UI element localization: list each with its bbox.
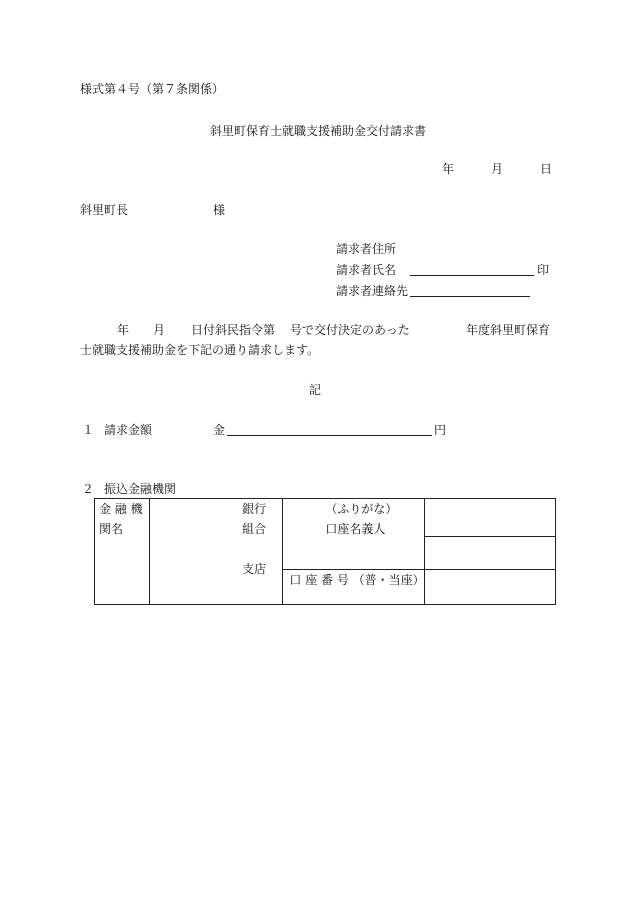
addressee-name: 斜里町長 xyxy=(80,203,129,217)
requester-name-line[interactable] xyxy=(410,275,534,276)
furigana-label: （ふりがな） xyxy=(325,502,398,516)
item1-prefix: 金 xyxy=(213,423,226,437)
union-label: 組合 xyxy=(242,522,267,536)
item2-number: ２ xyxy=(82,482,95,496)
amount-line[interactable] xyxy=(227,435,432,436)
date-day: 日 xyxy=(540,162,553,176)
item2-label: 振込金融機関 xyxy=(104,482,177,496)
form-number: 様式第４号（第７条関係） xyxy=(80,82,225,96)
body-decision-ref: 日付斜民指令第 xyxy=(191,323,276,337)
date-year: 年 xyxy=(442,162,455,176)
body-year: 年 xyxy=(117,323,130,337)
bank-label: 銀行 xyxy=(242,502,267,516)
furigana-input-cell[interactable] xyxy=(424,499,555,537)
holder-label-cell xyxy=(283,499,424,570)
body-fiscal-year: 年度斜里町保育 xyxy=(466,323,551,337)
addressee-honorific: 様 xyxy=(213,203,226,217)
requester-name-label: 請求者氏名 xyxy=(336,263,397,277)
body-month: 月 xyxy=(153,323,166,337)
requester-contact-label: 請求者連絡先 xyxy=(336,284,409,298)
document-title: 斜里町保育士就職支援補助金交付請求書 xyxy=(210,124,427,138)
account-number-label: 口 座 番 号 （普・当座） xyxy=(289,573,425,587)
date-month: 月 xyxy=(491,162,504,176)
account-holder-label: 口座名義人 xyxy=(325,522,386,536)
account-number-label-cell xyxy=(283,570,424,605)
body-line-2: 士就職支援補助金を下記の通り請求します。 xyxy=(80,343,320,357)
body-number-suffix: 号で交付決定のあった xyxy=(290,323,410,337)
institution-label-2: 関名 xyxy=(99,522,124,536)
item1-suffix: 円 xyxy=(434,423,447,437)
item1-number: １ xyxy=(82,423,95,437)
institution-label-cell xyxy=(95,499,150,605)
branch-label: 支店 xyxy=(242,562,267,576)
requester-contact-line[interactable] xyxy=(410,296,530,297)
institution-name-cell[interactable] xyxy=(150,499,283,605)
bank-table xyxy=(94,498,556,605)
institution-label-1: 金 融 機 xyxy=(99,502,143,516)
item1-label: 請求金額 xyxy=(104,423,153,437)
account-holder-input-cell[interactable] xyxy=(424,536,555,569)
ki-heading: 記 xyxy=(309,383,322,397)
account-number-input-cell[interactable] xyxy=(424,570,555,605)
seal-mark: 印 xyxy=(537,263,550,277)
requester-address-label: 請求者住所 xyxy=(336,242,397,256)
